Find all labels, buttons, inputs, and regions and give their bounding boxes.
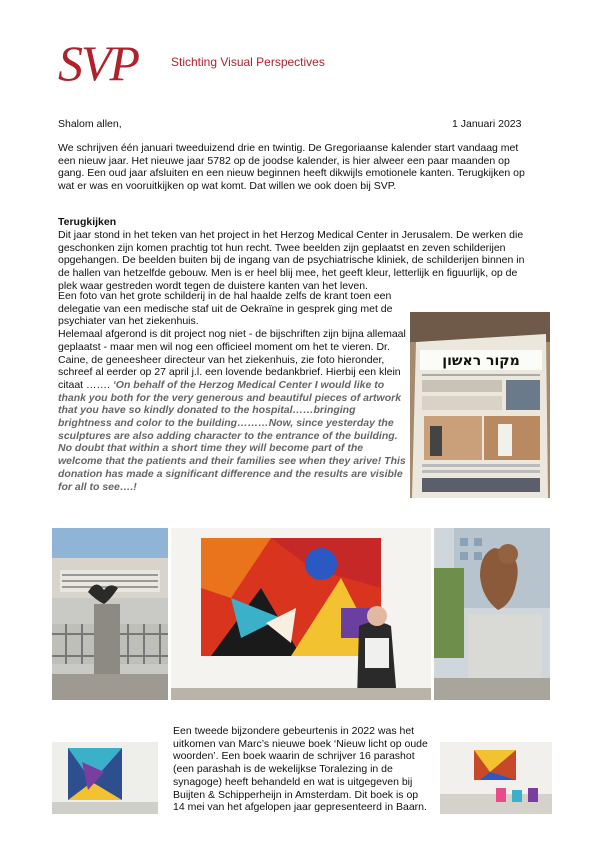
svg-text:SVP: SVP xyxy=(58,38,139,86)
greeting: Shalom allen, xyxy=(58,118,122,130)
sculpture-pedestal-photo xyxy=(434,528,550,700)
book-paragraph: Een tweede bijzondere gebeurtenis in 2022 was het uitkomen van Marc’s nieuwe boek ‘Nieuw licht op oude woorden’. Een boek waarin de schrijver 16 parashot (een parashah is de wekelijkse Toralezing in de synagoge) heeft behandeld en wat is uitgegeven bij Buijten & Schipperheijn in Amsterdam. Dit boek is op 14 mei van het afgelopen jaar gepresenteerd in Baarn. xyxy=(173,725,428,814)
sculpture-entrance-photo xyxy=(52,528,168,700)
section-heading: Terugkijken xyxy=(58,216,117,228)
letter-date: 1 Januari 2023 xyxy=(452,118,522,130)
painting-room-right-photo xyxy=(440,742,552,814)
painting-director-photo xyxy=(171,528,431,700)
newspaper-paragraph: Een foto van het grote schilderij in de hal haalde zelfs de krant toen een delegatie van een medische staf uit de Oekraïne in gesprek ging met de psychiater van het ziekenhuis. xyxy=(58,290,393,328)
svp-logo xyxy=(58,38,162,86)
section-body: Dit jaar stond in het teken van het project in het Herzog Medical Center in Jerusalem. De werken die geschonken zijn komen prachtig tot hun recht. Twee beelden zijn geplaatst en zeven schilderijen opgehangen. De beelden buiten bij de ingang van de psychiatrische kliniek, de schilderijen binnen in de hallen van hetzelfde gebouw. Men is er heel blij mee, het geeft kleur, letterlijk en figuurlijk, op de plek waar gestreden wordt tegen de duistere kanten van het leven. xyxy=(58,229,525,292)
intro-paragraph: We schrijven één januari tweeduizend drie en twintig. De Gregoriaanse kalender start vandaag met een nieuw jaar. Het nieuwe jaar 5782 op de joodse kalender, is hier alweer een paar maanden op gang. Een oud jaar afsluiten en een nieuw beginnen heeft dikwijls emotionele kanten. Terugkijken op wat er was en vooruitkijken op wat komt. Dat willen we ook doen bij SVP. xyxy=(58,142,525,193)
newspaper-photo xyxy=(410,312,550,498)
painting-room-left-photo xyxy=(52,742,158,814)
followup-paragraph xyxy=(58,328,408,493)
newspaper-masthead: מקור ראשון xyxy=(442,353,520,369)
newspaper-column xyxy=(58,290,408,493)
quote-text: ‘On behalf of the Herzog Medical Center I would like to thank you both for the very generous and beautiful pieces of artwork that you have so kindly donated to the hospital……bringing brightness and color to the building………Now, since yesterday the sculptures are also adding character to the entrance of the building. No doubt that within a short time they will become part of the welcome that the patients and their families see when they arive! This donation has made a significant difference and the results are visible for all to see….! xyxy=(58,378,406,493)
followup-text: Helemaal afgerond is dit project nog niet - de bijschriften zijn bijna allemaal geplaatst - maar men wil nog een officieel moment om het te vieren. Dr. Caine, de geneesheer directeur van het ziekenhuis, zie foto hieronder, schreef al eerder op 27 april j.l. een lovende bedankbrief. Hierbij een klein citaat ……. xyxy=(58,328,406,391)
org-name: Stichting Visual Perspectives xyxy=(171,55,325,69)
